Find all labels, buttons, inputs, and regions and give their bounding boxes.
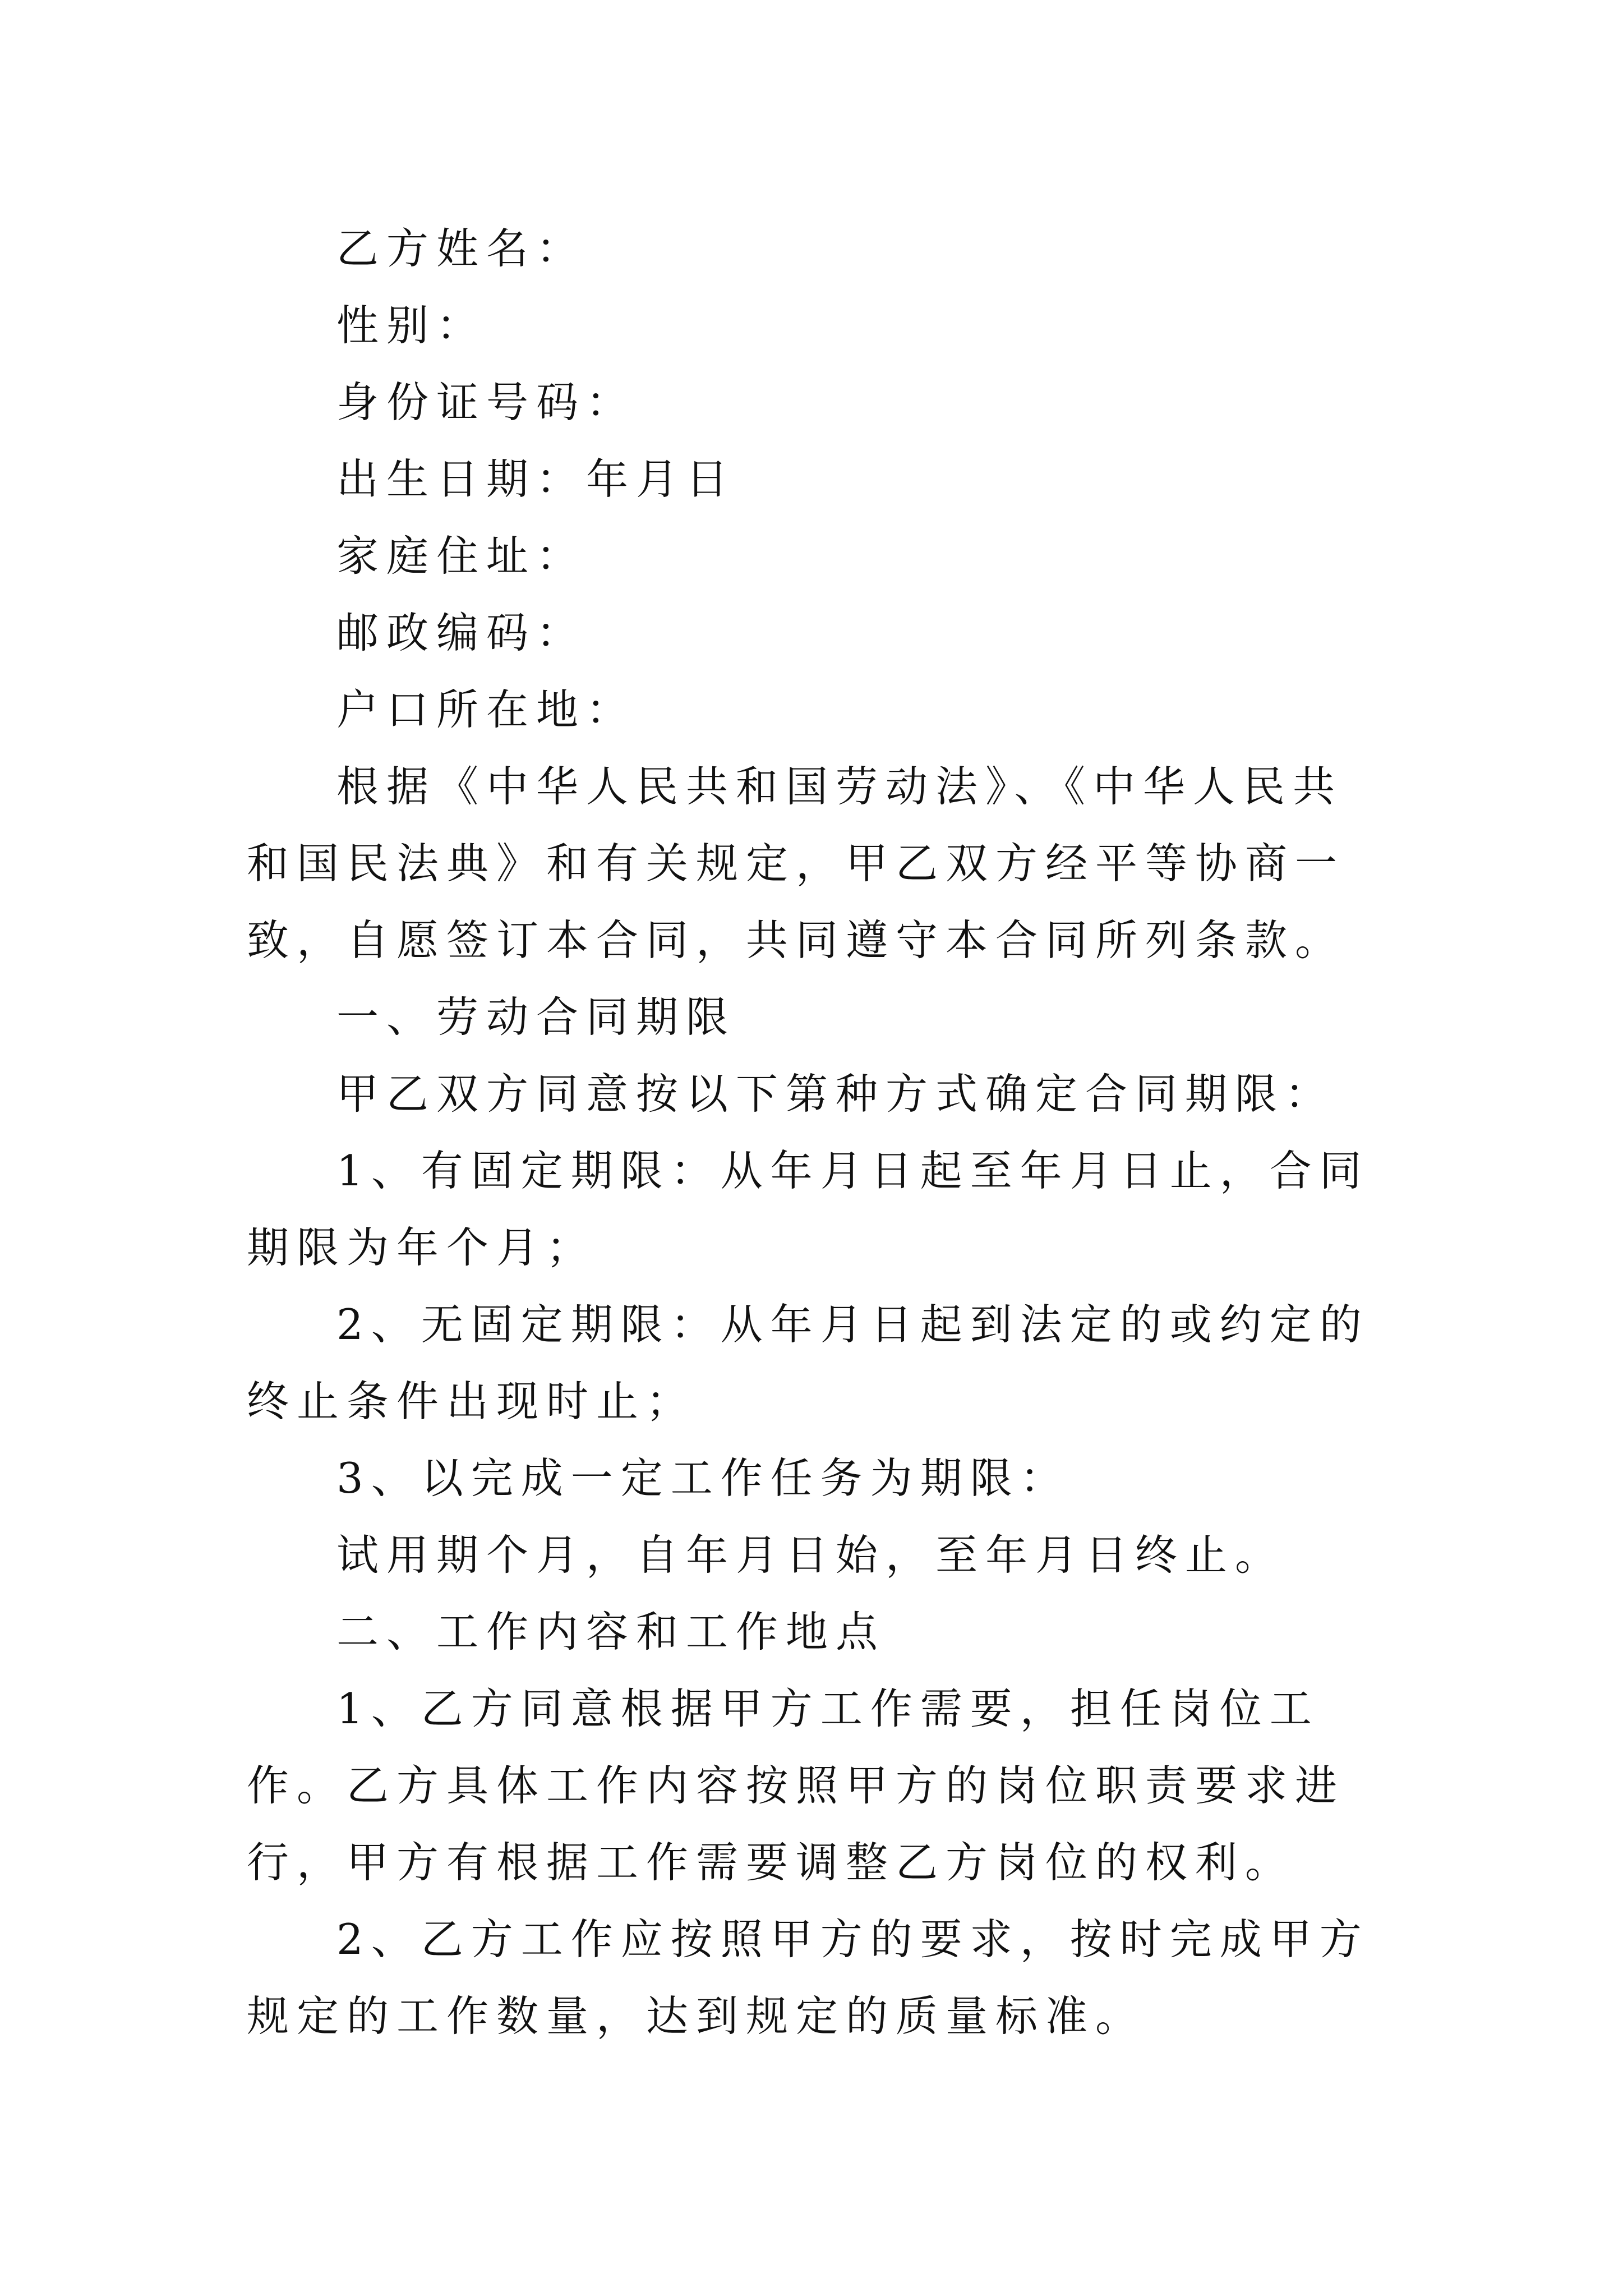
section-heading-contract-term: 一、劳动合同期限 <box>336 992 736 1042</box>
job-assignment-clause: 1、乙方同意根据甲方工作需要，担任岗位工作。乙方具体工作内容按照甲方的岗位职责要求进行，甲方有根据工作需要调整乙方岗位的权利。 <box>247 1684 1345 1887</box>
fixed-term-clause: 1、有固定期限：从年月日起至年月日止，合同期限为年个月； <box>247 1146 1370 1272</box>
postal-code-field: 邮政编码： <box>336 608 587 657</box>
gender-field: 性别： <box>336 301 487 350</box>
contract-term-intro: 甲乙双方同意按以下第种方式确定合同期限： <box>336 1069 1335 1119</box>
section-heading-work-content: 二、工作内容和工作地点 <box>336 1607 886 1657</box>
home-address-field: 家庭住址： <box>336 531 587 581</box>
party-b-name-field: 乙方姓名： <box>336 224 587 273</box>
contract-preamble: 根据《中华人民共和国劳动法》、《中华人民共和国民法典》和有关规定，甲乙双方经平等协商一致，自愿签订本合同，共同遵守本合同所列条款。 <box>247 762 1345 965</box>
open-ended-term-clause: 2、无固定期限：从年月日起到法定的或约定的终止条件出现时止； <box>247 1300 1370 1426</box>
contract-body <box>247 210 1391 2055</box>
task-based-term-clause: 3、以完成一定工作任务为期限： <box>336 1453 1070 1503</box>
id-number-field: 身份证号码： <box>336 378 637 427</box>
work-quality-clause: 2、乙方工作应按照甲方的要求，按时完成甲方规定的工作数量，达到规定的质量标准。 <box>247 1915 1370 2041</box>
birth-date-field: 出生日期：年月日 <box>336 454 736 504</box>
probation-period-clause: 试用期个月，自年月日始，至年月日终止。 <box>336 1530 1285 1580</box>
household-registration-field: 户口所在地： <box>336 685 637 734</box>
